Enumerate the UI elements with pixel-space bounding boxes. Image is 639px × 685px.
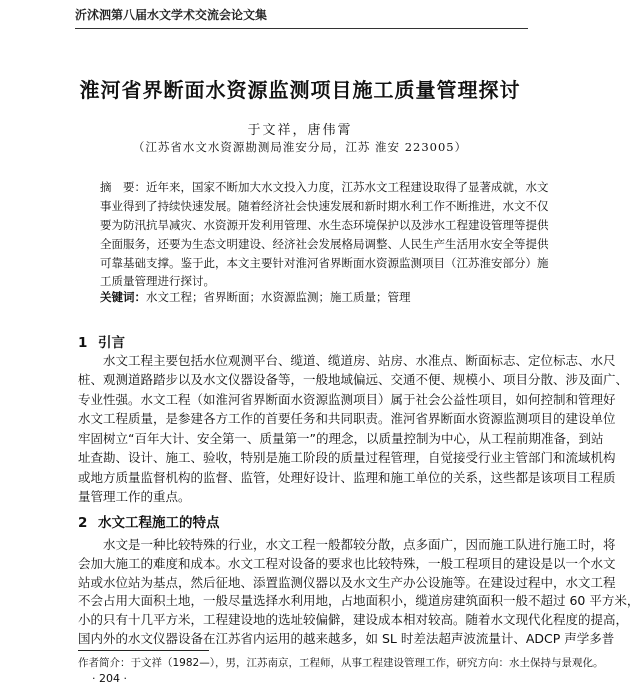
body-line: 不会占用大面积土地，一般尽量选择水利用地，占地面积小，缆道房建筑面积一般不超过 60 平方米， [78, 593, 639, 608]
running-header: 沂沭泗第八届水文学术交流会论文集 [75, 8, 268, 22]
abstract-line: 事业得到了持续快速发展。随着经济社会快速发展和新时期水利工作不断推进，水文不仅 [100, 199, 549, 213]
body-line: 量管理工作的重点。 [78, 489, 191, 504]
abstract-line: 要为防汛抗旱减灾、水资源开发利用管理、水生态环境保护以及涉水工程建设管理等提供 [100, 218, 549, 232]
section-number: 1 [78, 335, 88, 351]
footnote-rule [78, 650, 209, 651]
body-line: 国内外的水文仪器设备在江苏省内运用的越来越多，如 SL 时差法超声波流量计、ADCP 声学多普 [78, 631, 615, 646]
body-line: 牢固树立“百年大计、安全第一、质量第一”的理念，以质量控制为中心，从工程前期准备，到站 [78, 431, 604, 446]
body-line: 或地方质量监督机构的监督、监管，处理好设计、监理和施工单位的关系，这些都是该项目工程质 [78, 470, 616, 485]
body-line: 水文工程主要包括水位观测平台、缆道、缆道房、站房、水准点、断面标志、定位标志、水尺 [78, 353, 616, 368]
author-footnote: 作者简介：于文祥（1982—），男，江苏南京，工程师，从事工程建设管理工作，研究方向：水土保持与景观化。 [78, 657, 604, 669]
body-line: 专业性强。水文工程（如淮河省界断面水资源监测项目）属于社会公益性项目，如何控制和管理好 [78, 392, 616, 407]
body-line: 会加大施工的难度和成本。水文工程对设备的要求也比较特殊，一般工程项目的建设是以一个水文 [78, 556, 616, 571]
abstract-line: 摘 要：近年来，国家不断加大水文投入力度，江苏水文工程建设取得了显著成就，水文 [100, 180, 549, 194]
body-line: 站或水位站为基点，然后征地、添置监测仪器以及水文生产办公设施等。在建设过程中，水文工程 [78, 575, 616, 590]
abstract-line: 可靠基础支撑。鉴于此，本文主要针对淮河省界断面水资源监测项目（江苏淮安部分）施 [100, 256, 549, 270]
body-line: 址查勘、设计、施工、验收，特别是施工阶段的质量过程管理，自觉接受行业主管部门和流域机构 [78, 450, 616, 465]
page-number: · 204 · [92, 672, 127, 685]
section-title: 水文工程施工的特点 [98, 515, 220, 531]
section-title: 引言 [98, 335, 125, 351]
keywords [100, 289, 411, 305]
header-rule [75, 28, 528, 29]
abstract-line: 全面服务，还要为生态文明建设、经济社会发展格局调整、人民生产生活用水安全等提供 [100, 237, 549, 251]
keywords-label: 关键词： [100, 290, 146, 304]
body-line: 桩、观测道路踏步以及水文仪器设备等，一般地域偏远、交通不便、规模小、项目分散、涉及面广、 [78, 372, 629, 387]
section-number: 2 [78, 515, 88, 531]
section-heading-2 [78, 511, 220, 531]
article-title: 淮河省界断面水资源监测项目施工质量管理探讨 [79, 78, 521, 102]
author-affiliation: （江苏省水文水资源勘测局淮安分局，江苏 淮安 223005） [132, 140, 468, 154]
abstract-line: 工质量管理进行探讨。 [100, 274, 215, 288]
body-line: 水文是一种比较特殊的行业，水文工程一般都较分散，点多面广，因而施工队进行施工时，将 [78, 537, 616, 552]
body-line: 水文工程质量，是参建各方工作的首要任务和共同职责。淮河省界断面水资源监测项目的建设单位 [78, 411, 616, 426]
body-line: 小的只有十几平方米，工程建设地的选址较偏僻，建设成本相对较高。随着水文现代化程度的提高， [78, 612, 629, 627]
keywords-list: 水文工程；省界断面；水资源监测；施工质量；管理 [146, 290, 411, 304]
section-heading-1 [78, 331, 125, 351]
article-authors: 于文祥，唐伟霄 [247, 123, 353, 138]
